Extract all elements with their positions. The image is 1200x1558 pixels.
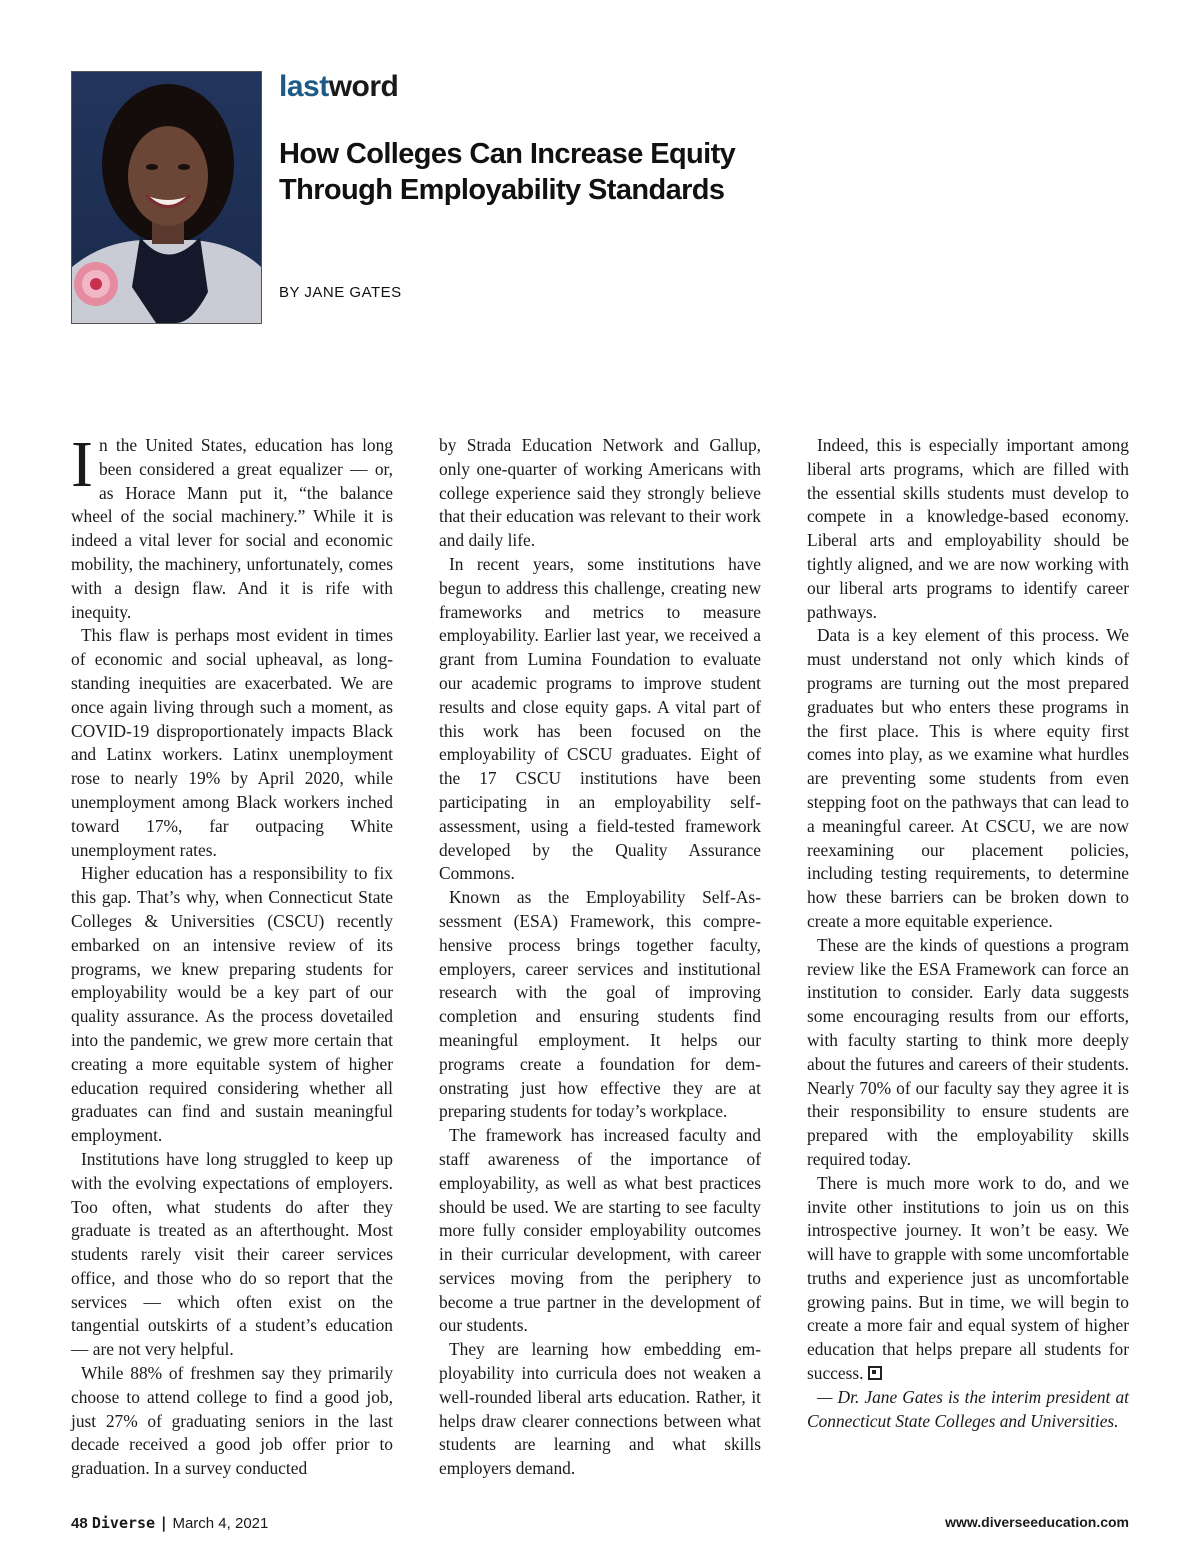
article-column-3 xyxy=(807,434,1129,1433)
section-label xyxy=(279,70,398,104)
article-paragraph xyxy=(71,428,393,624)
article-paragraph: Institutions have long struggled to keep up with the evolving expectations of employers. Too often, what students do after they graduate is treated as an afterthought. Most students rarely visit their career services office, and those who do so report that the services — which often exist on the tangential outskirts of a student’s education — are not very helpful. xyxy=(71,1148,393,1360)
page-number: 48 xyxy=(71,1515,88,1532)
magazine-name: Diverse xyxy=(91,1514,156,1532)
headline-line-2: Through Employability Standards xyxy=(279,174,725,206)
section-label-rest: word xyxy=(328,70,399,103)
article-paragraph: Higher education has a responsibility to fix this gap. That’s why, when Connecticut State Colleges & Universities (CSCU) recently embarked on an intensive review of its programs, we knew preparing students for employability would be a key part of our quality assurance. As the process dovetailed into the pandemic, we grew more certain that creating a more equitable system of higher education required considering whether all graduates can find and sustain meaningful employment. xyxy=(71,863,393,1146)
footer-separator: | xyxy=(159,1514,169,1532)
article-paragraph xyxy=(807,1172,1129,1386)
article-paragraph: While 88% of freshmen say they primarily choose to attend college to find a good job, just 27% of graduating seniors in the last decade received a good job offer prior to graduation. In a survey conducted xyxy=(71,1363,393,1479)
article-paragraph: This flaw is perhaps most evident in times of economic and social upheaval, as long-standing inequities are exacerbated. We are once again living through such a moment, as COVID-19 disproportionately impacts Black and Latinx workers. Latinx unemployment rose to nearly 19% by April 2020, while unemployment among Black workers inched toward 17%, far outpacing White unemployment rates. xyxy=(71,625,393,860)
drop-cap: I xyxy=(71,428,93,501)
article-paragraph: Data is a key element of this process. We must understand not only which kinds of programs are turning out the most prepared graduates but who enters these programs in the first place. This is where equity first comes into play, as we examine what hurdles are preventing some students from even stepping foot on the pathways that can lead to a meaningful career. At CSCU, we are now reexamining our placement policies, including testing requirements, to determine how these barriers can be broken down to create a more equitable experience. xyxy=(807,625,1129,931)
article-paragraph: In recent years, some institutions have begun to address this challenge, creating new frameworks and metrics to measure employability. Earlier last year, we received a grant from Lumina Foundation to evaluate our academic programs to improve student results and close equity gaps. A vital part of this work has been focused on the employability of CSCU graduates. Eight of the 17 CSCU institutions have been participating in an employability self-assessment, using a field-tested framework developed by the Quality Assurance Commons. xyxy=(439,553,761,884)
website-url[interactable]: www.diverseeducation.com xyxy=(945,1514,1129,1530)
author-photo xyxy=(71,71,262,324)
article-paragraph: They are learning how embedding employability into curricula does not weaken a well-rounded liberal arts education. Rather, it helps draw clearer connections between what students are learning and what skills employers demand. xyxy=(439,1339,761,1479)
article-column-2 xyxy=(439,434,761,1481)
headline xyxy=(279,136,899,208)
article-column-1 xyxy=(71,428,393,1481)
issue-date: March 4, 2021 xyxy=(172,1515,269,1532)
article-paragraph: by Strada Education Network and Gallup, only one-quarter of working Americans with college experience said they strongly believe that their education was relevant to their work and daily life. xyxy=(439,435,761,551)
footer-left xyxy=(71,1514,268,1532)
page-footer xyxy=(71,1514,1129,1536)
article-paragraph: Indeed, this is especially important among liberal arts programs, which are filled with the essential skills students must develop to compete in a knowledge-based economy. Liberal arts and employability should be tightly aligned, and we are now working with our liberal arts programs to identify career pathways. xyxy=(807,435,1129,622)
article-paragraph: The framework has increased faculty and staff awareness of the importance of employability, as well as what best practices should be used. We are starting to see faculty more fully consider employability outcomes in their curricular development, with career services moving from the periphery to become a true partner in the development of our students. xyxy=(439,1125,761,1336)
paragraph-text: There is much more work to do, and we invite other institutions to join us on this introspective journey. It won’t be easy. We will have to grapple with some uncomfortable truths and experience just as uncomfortable growing pains. But in time, we will begin to create a more fair and equal system of higher education that helps prepare all students for success. xyxy=(807,1172,1129,1384)
article-paragraph: These are the kinds of questions a program review like the ESA Framework can force an institution to consider. Early data suggests some encouraging results from our efforts, with faculty starting to think more deeply about the futures and careers of their students. Nearly 70% of our faculty say they agree it is their responsibility to ensure students are prepared with the employability skills required today. xyxy=(807,934,1129,1169)
article-paragraph: Known as the Employability Self-Assessment (ESA) Framework, this comprehensive process brings together faculty, employers, career services and institutional research with the goal of improving completion and ensuring students find meaningful employment. It helps our programs create a foundation for demonstrating just how effective they are at preparing students for today’s workplace. xyxy=(439,887,761,1122)
headline-line-1: How Colleges Can Increase Equity xyxy=(279,138,736,170)
paragraph-text: n the United States, education has long been considered a great equalizer — or, as Horace Mann put it, “the balance wheel of the social machinery.” While it is indeed a vital lever for social and economic mobility, the machinery, unfortunately, comes with a design flaw. And it is rife with inequity. xyxy=(71,435,393,622)
byline: BY JANE GATES xyxy=(279,284,402,301)
section-label-accent: last xyxy=(279,70,329,103)
end-mark-icon xyxy=(868,1366,882,1380)
author-signoff: — Dr. Jane Gates is the interim president at Connecticut State Colleges and Universities. xyxy=(807,1386,1129,1431)
